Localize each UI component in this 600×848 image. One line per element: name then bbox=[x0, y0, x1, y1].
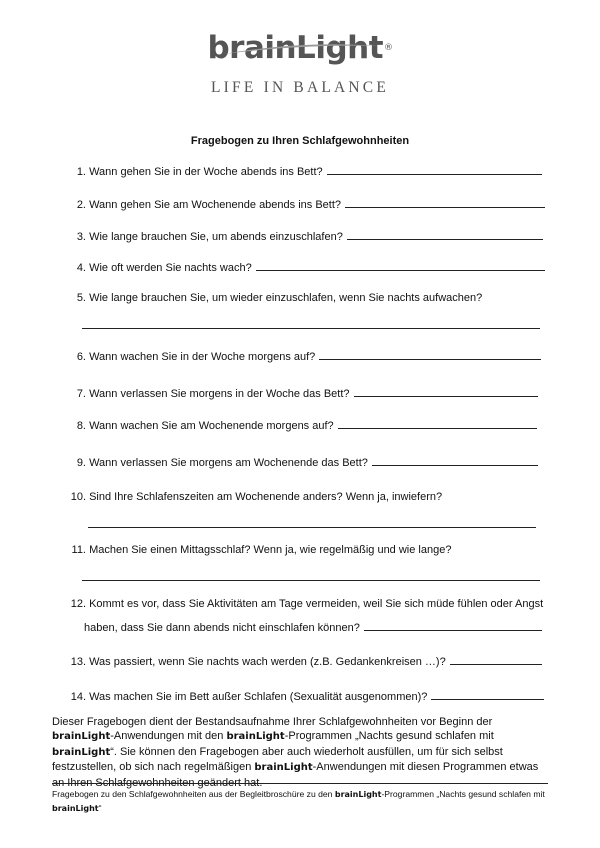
tagline: LIFE IN BALANCE bbox=[210, 79, 390, 96]
answer-line[interactable] bbox=[327, 174, 542, 175]
question-3: 3. Wie lange brauchen Sie, um abends einzuschlafen? bbox=[70, 231, 543, 243]
question-6: 6. Wann wachen Sie in der Woche morgens auf? bbox=[70, 351, 541, 363]
info-paragraph: Dieser Fragebogen dient der Bestandsaufnahme Ihrer Schlafgewohnheiten vor Beginn der brainLight-Anwendungen mit den brainLight-Programmen „Nachts gesund schlafen mit brainLight“. Sie können den Fragebogen aber auch wiederholt ausfüllen, um für sich selbst festzustellen, ob sich nach regelmäßigen brainLight-Anwendungen mit diesen Programmen etwas an Ihren Schlafgewohnheiten geändert hat. bbox=[52, 716, 539, 789]
question-2: 2. Wann gehen Sie am Wochenende abends ins Bett? bbox=[70, 199, 545, 211]
answer-line[interactable] bbox=[82, 580, 540, 581]
answer-line[interactable] bbox=[345, 207, 545, 208]
question-11: 11. Machen Sie einen Mittagsschlaf? Wenn ja, wie regelmäßig und wie lange? bbox=[71, 544, 452, 556]
question-13: 13. Was passiert, wenn Sie nachts wach werden (z.B. Gedankenkreisen …)? bbox=[66, 656, 542, 668]
answer-line[interactable] bbox=[319, 359, 541, 360]
question-8: 8. Wann wachen Sie am Wochenende morgens auf? bbox=[70, 420, 537, 432]
footer-divider bbox=[52, 783, 548, 784]
answer-line[interactable] bbox=[372, 465, 538, 466]
question-10: 10. Sind Ihre Schlafenszeiten am Wochenende anders? Wenn ja, inwiefern? bbox=[70, 491, 443, 503]
answer-line[interactable] bbox=[364, 630, 542, 631]
question-7: 7. Wann verlassen Sie morgens in der Woche das Bett? bbox=[70, 388, 538, 400]
answer-line[interactable] bbox=[450, 664, 542, 665]
question-12: 12. Kommt es vor, dass Sie Aktivitäten am Tage vermeiden, weil Sie sich müde fühlen oder Angst bbox=[70, 598, 544, 610]
answer-line[interactable] bbox=[354, 396, 538, 397]
brand-inline: brainLight bbox=[52, 731, 111, 743]
registered-mark: ® bbox=[384, 43, 393, 53]
answer-line[interactable] bbox=[338, 428, 537, 429]
question-4: 4. Wie oft werden Sie nachts wach? bbox=[70, 262, 545, 274]
answer-line[interactable] bbox=[88, 527, 536, 528]
brand-inline: brainLight bbox=[334, 790, 382, 799]
brand-inline: brainLight bbox=[226, 731, 285, 743]
answer-line[interactable] bbox=[82, 328, 540, 329]
brand-inline: brainLight bbox=[254, 762, 313, 774]
question-5: 5. Wie lange brauchen Sie, um wieder einzuschlafen, wenn Sie nachts aufwachen? bbox=[76, 292, 483, 304]
answer-line[interactable] bbox=[431, 699, 544, 700]
question-12-continued: haben, dass Sie dann abends nicht einschlafen können? bbox=[84, 622, 542, 634]
answer-line[interactable] bbox=[256, 270, 545, 271]
brand-name: brainLight bbox=[207, 30, 384, 66]
answer-line[interactable] bbox=[347, 239, 543, 240]
brand-inline: brainLight bbox=[52, 746, 111, 758]
question-9: 9. Wann verlassen Sie morgens am Wochenende das Bett? bbox=[70, 457, 538, 469]
swoosh-graphic bbox=[222, 40, 382, 56]
brand-inline: brainLight bbox=[52, 803, 99, 813]
question-1: 1. Wann gehen Sie in der Woche abends ins Bett? bbox=[70, 166, 542, 178]
footer-note: Fragebogen zu den Schlafgewohnheiten aus der Begleitbroschüre zu den brainLight-Programmen „Nachts gesund schlafen mit brainLight“ bbox=[52, 789, 545, 813]
question-14: 14. Was machen Sie im Bett außer Schlafen (Sexualität ausgenommen)? bbox=[66, 691, 544, 703]
page-title: Fragebogen zu Ihren Schlafgewohnheiten bbox=[190, 135, 410, 147]
